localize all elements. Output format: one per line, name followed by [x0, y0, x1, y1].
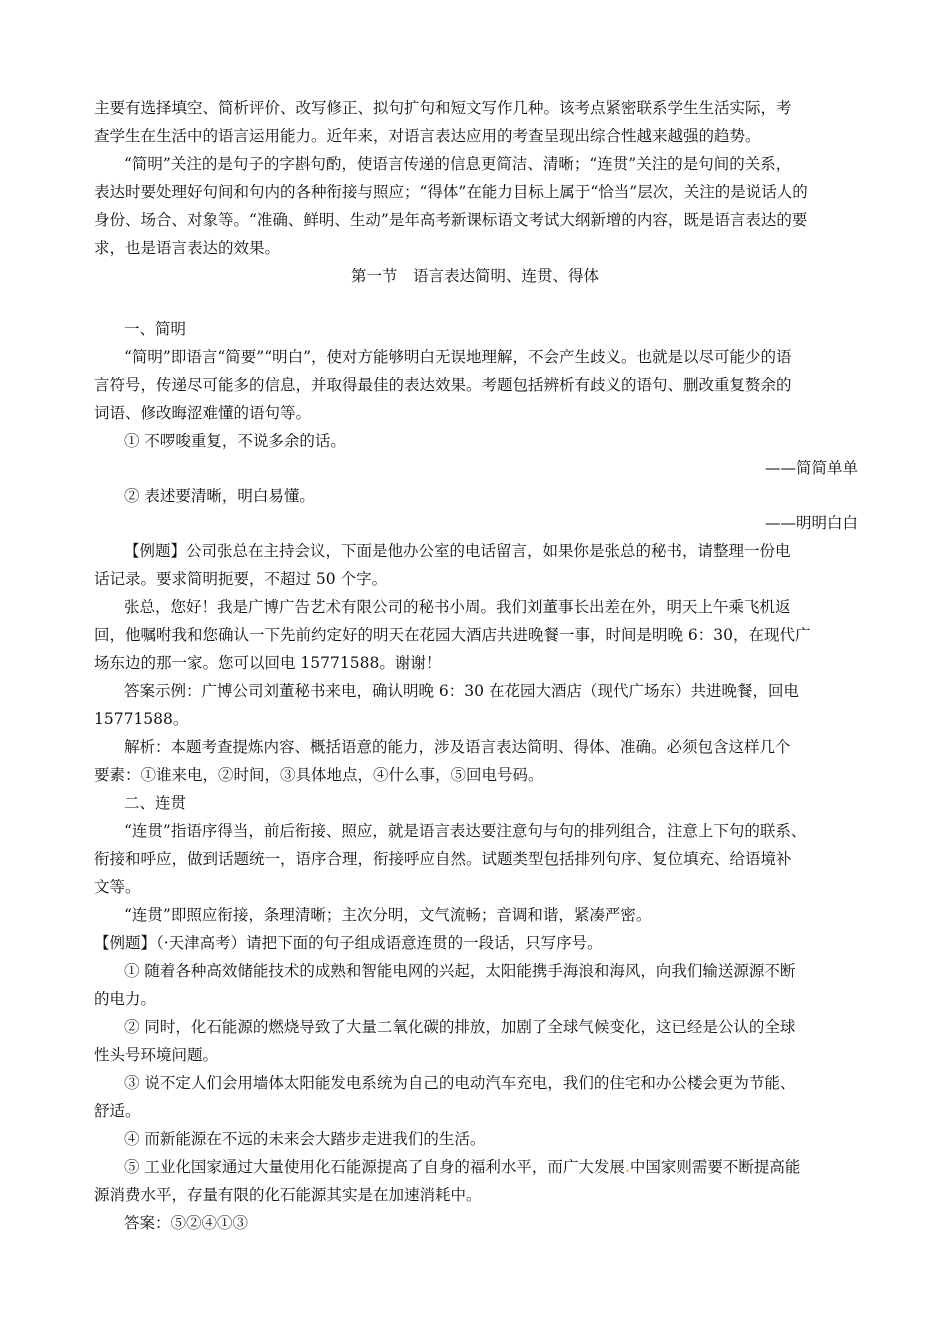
- intro-paragraph-line: 身份、场合、对象等。“准确、鲜明、生动”是年高考新课标语文考试大纲新增的内容，既是语言表达的要: [94, 211, 808, 229]
- answer-line: 答案示例：广博公司刘董秘书来电，确认明晚 6：30 在花园大酒店（现代广场东）共进晚餐，回电: [124, 682, 799, 700]
- sentence-item: ④ 而新能源在不远的未来会大踏步走进我们的生活。: [124, 1130, 486, 1148]
- intro-paragraph-line: “简明”关注的是句子的字斟句酌，使语言传递的信息更简洁、清晰；“连贯”关注的是句间的关系，: [124, 155, 792, 173]
- intro-paragraph-line: 表达时要处理好句间和句内的各种衔接与照应；“得体”在能力目标上属于“恰当”层次，关注的是说话人的: [94, 183, 808, 201]
- sentence-item: 源消费水平，存量有限的化石能源其实是在加速消耗中。: [94, 1186, 482, 1204]
- list-item-tag: ——明明白白: [764, 514, 858, 532]
- paragraph-line: 文等。: [94, 878, 141, 896]
- example-question-line: 话记录。要求简明扼要，不超过 50 个字。: [94, 570, 388, 588]
- sentence-item: [124, 1157, 800, 1177]
- paragraph-line: “连贯”指语序得当，前后衔接、照应，就是语言表达要注意句与句的排列组合，注意上下句的联系、: [124, 822, 807, 840]
- example-question-line: 【例题】（·天津高考）请把下面的句子组成语意连贯的一段话，只写序号。: [94, 934, 603, 952]
- phone-message-line: 回，他嘱咐我和您确认一下先前约定好的明天在花园大酒店共进晚餐一事，时间是明晚 6：30，在现代广: [94, 626, 811, 644]
- paragraph-line: “连贯”即照应衔接，条理清晰；主次分明，文气流畅；音调和谐，紧凑严密。: [124, 906, 652, 924]
- heading-coherence: 二、连贯: [124, 794, 187, 812]
- highlight-mark: .: [624, 1158, 630, 1176]
- answer-line: 15771588。: [94, 710, 189, 728]
- answer-line: 答案：⑤②④①③: [124, 1214, 249, 1232]
- paragraph-line: 词语、修改晦涩难懂的语句等。: [94, 404, 312, 422]
- sentence-item: ① 随着各种高效储能技术的成熟和智能电网的兴起，太阳能携手海浪和海风，向我们输送源源不断: [124, 962, 796, 980]
- section-title: 第一节 语言表达简明、连贯、得体: [350, 267, 599, 285]
- sentence-item-part: ⑤ 工业化国家通过大量使用化石能源提高了自身的福利水平，而广大发展: [124, 1158, 625, 1176]
- intro-paragraph-line: 查学生在生活中的语言运用能力。近年来，对语言表达应用的考查呈现出综合性越来越强的趋势。: [94, 127, 761, 145]
- sentence-item: 的电力。: [94, 990, 157, 1008]
- phone-message-line: 场东边的那一家。您可以回电 15771588。谢谢！: [94, 654, 442, 672]
- sentence-item-part: 中国家则需要不断提高能: [629, 1158, 801, 1176]
- example-question-line: 【例题】公司张总在主持会议，下面是他办公室的电话留言，如果你是张总的秘书，请整理一份电: [124, 542, 791, 560]
- phone-message-line: 张总，您好！我是广博广告艺术有限公司的秘书小周。我们刘董事长出差在外，明天上午乘飞机返: [124, 598, 791, 616]
- list-item: ① 不啰唆重复，不说多余的话。: [124, 432, 346, 450]
- list-item-tag: ——简简单单: [764, 459, 858, 477]
- list-item: ② 表述要清晰，明白易懂。: [124, 487, 315, 505]
- sentence-item: 性头号环境问题。: [94, 1046, 219, 1064]
- heading-conciseness: 一、简明: [124, 320, 187, 338]
- analysis-line: 要素：①谁来电，②时间，③具体地点，④什么事，⑤回电号码。: [94, 766, 544, 784]
- intro-paragraph-line: 求，也是语言表达的效果。: [94, 239, 281, 257]
- sentence-item: 舒适。: [94, 1102, 141, 1120]
- sentence-item: ③ 说不定人们会用墙体太阳能发电系统为自己的电动汽车充电，我们的住宅和办公楼会更为节能、: [124, 1074, 796, 1092]
- paragraph-line: 言符号，传递尽可能多的信息，并取得最佳的表达效果。考题包括辨析有歧义的语句、删改重复赘余的: [94, 376, 792, 394]
- analysis-line: 解析：本题考查提炼内容、概括语意的能力，涉及语言表达简明、得体、准确。必须包含这样几个: [124, 738, 791, 756]
- intro-paragraph-line: 主要有选择填空、简析评价、改写修正、拟句扩句和短文写作几种。该考点紧密联系学生生活实际，考: [94, 99, 792, 117]
- sentence-item: ② 同时，化石能源的燃烧导致了大量二氧化碳的排放，加剧了全球气候变化，这已经是公认的全球: [124, 1018, 796, 1036]
- paragraph-line: 衔接和呼应，做到话题统一，语序合理，衔接呼应自然。试题类型包括排列句序、复位填充、给语境补: [94, 850, 792, 868]
- paragraph-line: “简明”即语言“简要”“明白”，使对方能够明白无误地理解，不会产生歧义。也就是以尽可能少的语: [124, 348, 792, 366]
